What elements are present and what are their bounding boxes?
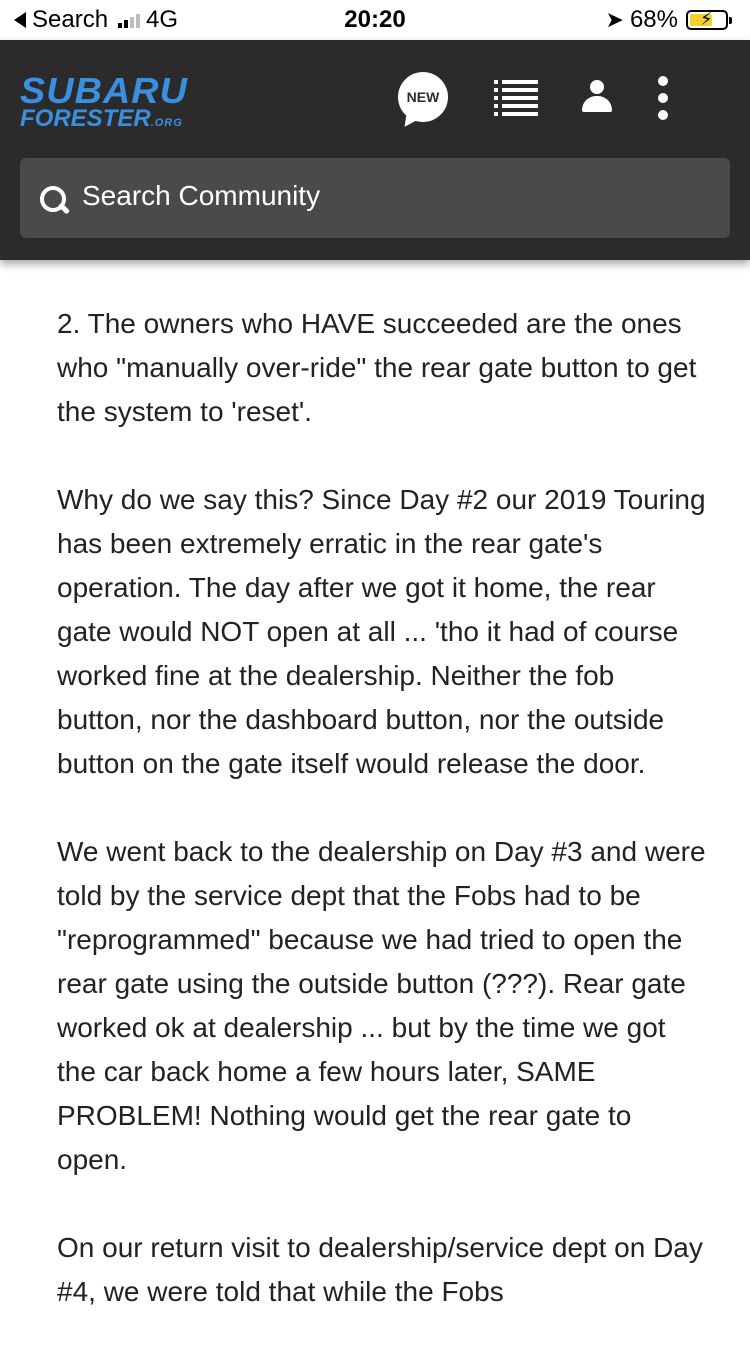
status-right bbox=[606, 6, 728, 34]
site-header bbox=[0, 40, 750, 260]
search-placeholder: Search Community bbox=[82, 180, 321, 211]
search-icon bbox=[40, 186, 70, 216]
back-label: Search bbox=[32, 6, 109, 33]
more-options-icon[interactable] bbox=[656, 76, 670, 120]
site-logo[interactable] bbox=[20, 70, 230, 132]
forum-list-icon[interactable] bbox=[494, 80, 538, 116]
search-bar[interactable] bbox=[20, 158, 730, 238]
status-bar bbox=[0, 0, 750, 40]
post-paragraph: 2. The owners who HAVE succeeded are the ones who "manually over-ride" the rear gate button to get the system to 'reset'. bbox=[57, 308, 697, 427]
logo-line1: SUBARU bbox=[20, 70, 189, 111]
post-paragraph: We went back to the dealership on Day #3 and were told by the service dept that the Fobs had to be "reprogrammed" because we had tried to open the rear gate using the outside button (???). Rear gate worked ok at dealership ... but by the time we got the car back home a few hours later, SAME PROBLEM! Nothing would get the rear gate to open. bbox=[57, 836, 706, 1175]
logo-forester: FORESTER bbox=[20, 105, 151, 132]
logo-suffix: .ORG bbox=[150, 117, 183, 129]
network-type: 4G bbox=[146, 6, 179, 33]
post-paragraph: On our return visit to dealership/service dept on Day #4, we were told that while the Fobs bbox=[57, 1232, 703, 1307]
user-icon[interactable] bbox=[582, 80, 612, 114]
post-paragraph: Why do we say this? Since Day #2 our 2019 Touring has been extremely erratic in the rear gate's operation. The day after we got it home, the rear gate would NOT open at all ... 'tho it had of course worked fine at the dealership. Neither the fob button, nor the dashboard button, nor the outside button on the gate itself would release the door. bbox=[57, 484, 706, 779]
battery-icon: ⚡ bbox=[686, 10, 728, 30]
new-label: NEW bbox=[406, 89, 440, 105]
battery-percent: 68% bbox=[629, 6, 678, 33]
clock: 20:20 bbox=[344, 6, 406, 33]
post-body bbox=[57, 302, 707, 1358]
location-arrow-icon: ➤ bbox=[605, 7, 624, 32]
new-posts-button[interactable] bbox=[398, 72, 448, 122]
